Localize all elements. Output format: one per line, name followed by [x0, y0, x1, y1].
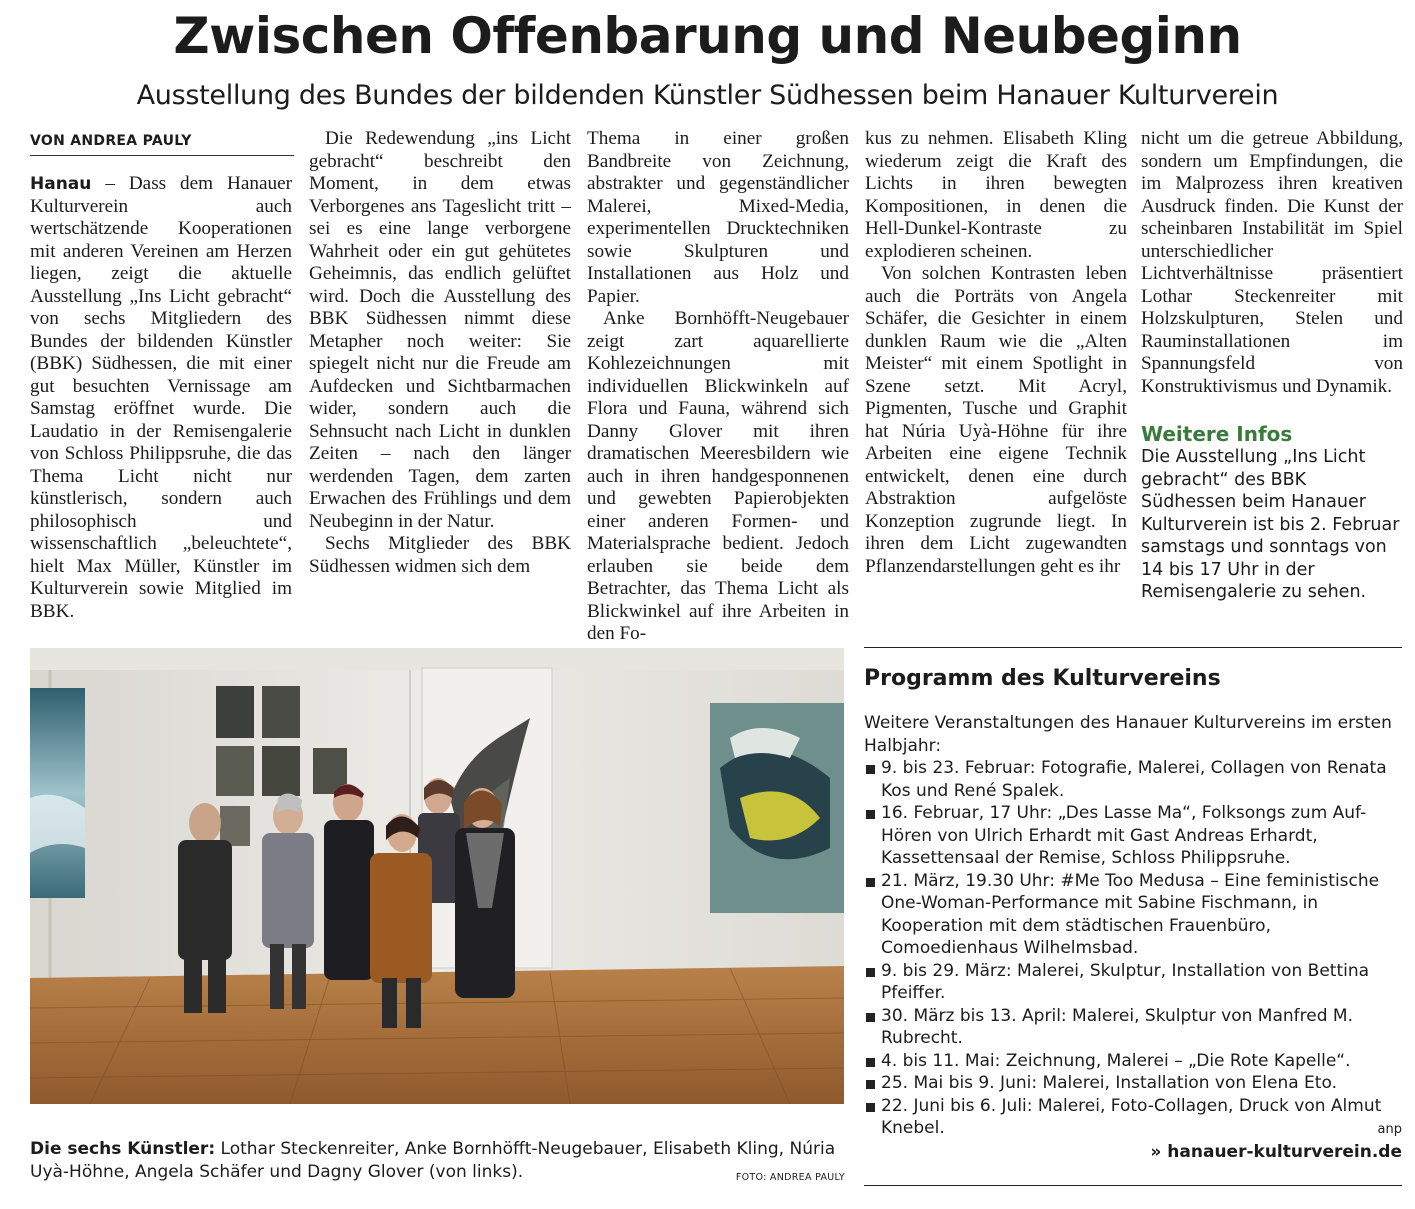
agency-tag: anp [1377, 1122, 1402, 1137]
caption-text: Lothar Steckenreiter, Anke Bornhöfft-Neugebauer, Elisabeth Kling, Núria Uyà-Höhne, Angela Schäfer und Dagny Glover (von links). [30, 1139, 836, 1182]
program-list [864, 757, 1402, 1140]
list-item: 4. bis 11. Mai: Zeichnung, Malerei – „Die Rote Kapelle“. [864, 1050, 1402, 1073]
paragraph: Von solchen Kontrasten leben auch die Porträts von Angela Schäfer, die Gesichter in einem dunklen Raum wie die „Alten Meister“ mit einem Spotlight in Szene setzt. Mit Acryl, Pigmenten, Tusche und Graphit hat Núria Uyà-Höhne für ihre Arbeiten eine eigene Technik entwickelt, denen eine durch Abstraktion aufgelöste Konzeption zugrunde liegt. In ihren dem Licht zugewandten Pflanzendarstellungen geht es ihr [865, 263, 1127, 577]
article-column-3 [587, 128, 849, 646]
photo-credit: FOTO: ANDREA PAULY [735, 1172, 845, 1183]
caption-label: Die sechs Künstler: [30, 1139, 216, 1159]
dateline-place: Hanau [30, 174, 92, 194]
list-item: 9. bis 23. Februar: Fotografie, Malerei, Collagen von Renata Kos und René Spalek. [864, 757, 1402, 802]
list-item: 16. Februar, 17 Uhr: „Des Lasse Ma“, Folksongs zum Auf-Hören von Ulrich Erhardt mit Gast Andreas Erhardt, Kassettensaal der Remise, Schloss Philippsruhe. [864, 802, 1402, 870]
info-text: Die Ausstellung „Ins Licht gebracht“ des BBK Südhessen beim Hanauer Kulturverein ist bis 2. Februar samstags und sonntags von 14 bis 17 Uhr in der Remisengalerie zu sehen. [1141, 447, 1400, 602]
article-column-2 [309, 128, 571, 578]
program-intro: Weitere Veranstaltungen des Hanauer Kulturvereins im ersten Halbjahr: [864, 713, 1392, 756]
headline: Zwischen Offenbarung und Neubeginn [173, 7, 1242, 65]
article-column-4 [865, 128, 1127, 578]
group-photo [30, 648, 844, 1104]
website-link[interactable]: » hanauer-kulturverein.de [1150, 1142, 1402, 1162]
paragraph: Die Redewendung „ins Licht gebracht“ beschreibt den Moment, in dem etwas Verborgenes ans Tageslicht tritt – sei es eine lange verborgene Wahrheit oder ein gut gehütetes Geheimnis, das endlich gelüftet wird. Doch die Ausstellung des BBK Südhessen nimmt diese Metapher noch weiter: Sie spiegelt nicht nur die Freude am Aufdecken und Sichtbarmachen wider, sondern auch die Sehnsucht nach Licht in dunklen Zeiten – nach den länger werdenden Tagen, dem zarten Erwachen des Frühlings und dem Neubeginn in der Natur. [309, 128, 571, 532]
paragraph: kus zu nehmen. Elisabeth Kling wiederum zeigt die Kraft des Lichts in ihren bewegten Kompositionen, in denen die Hell-Dunkel-Kontraste zu explodieren scheinen. [865, 128, 1127, 262]
info-title: Weitere Infos [1141, 422, 1293, 446]
byline: VON ANDREA PAULY [30, 131, 294, 156]
article-column-1 [30, 173, 292, 623]
list-item: 30. März bis 13. April: Malerei, Skulptur von Manfred M. Rubrecht. [864, 1005, 1402, 1050]
list-item: 9. bis 29. März: Malerei, Skulptur, Installation von Bettina Pfeiffer. [864, 960, 1402, 1005]
photo-illustration [30, 648, 844, 1104]
program-title: Programm des Kulturvereins [864, 666, 1221, 691]
article-column-5 [1141, 128, 1403, 604]
list-item: 22. Juni bis 6. Juli: Malerei, Foto-Collagen, Druck von Almut Knebel. [864, 1095, 1402, 1140]
box-rule-bottom [864, 1185, 1402, 1186]
paragraph: Sechs Mitglieder des BBK Südhessen widmen sich dem [309, 533, 571, 577]
list-item: 25. Mai bis 9. Juni: Malerei, Installation von Elena Eto. [864, 1072, 1402, 1095]
paragraph: Anke Bornhöfft-Neugebauer zeigt zart aquarellierte Kohlezeichnungen mit individuellen Blickwinkeln auf Flora und Fauna, während sich Danny Glover mit ihren dramatischen Meeresbildern wie auch in ihren handgesponnenen und gewebten Papierobjekten einer anderen Formen- und Materialsprache bedient. Jedoch erlauben sie beide dem Betrachter, das Thema Licht als Blickwinkel auf ihre Arbeiten in den Fo- [587, 308, 849, 644]
sea-painting [30, 688, 85, 898]
paragraph: Thema in einer großen Bandbreite von Zeichnung, abstrakter und gegenständlicher Malerei, Mixed-Media, experimentellen Drucktechniken sowie Skulpturen und Installationen aus Holz und Papier. [587, 128, 849, 307]
paragraph: nicht um die getreue Abbildung, sondern um Empfindungen, die im Malprozess ihren kreativen Ausdruck finden. Die Kunst der scheinbaren Instabilität im Spiel unterschiedlicher Lichtverhältnisse präsentiert Lothar Steckenreiter mit Holzskulpturen, Stelen und Rauminstallationen im Spannungsfeld von Konstruktivismus und Dynamik. [1141, 128, 1403, 397]
article-col1-text: – Dass dem Hanauer Kulturverein auch wertschätzende Kooperationen mit anderen Vereinen am Herzen liegen, zeigt die aktuelle Ausstellung „Ins Licht gebracht“ von sechs Mitgliedern des Bundes der bildenden Künstler (BBK) Südhessen, die mit einer gut besuchten Vernissage am Samstag eröffnet wurde. Die Laudatio in der Remisengalerie von Schloss Philippsruhe, die das Thema Licht nicht nur künstlerisch, sondern auch philosophisch und wissenschaftlich „beleuchtete“, hielt Max Müller, Künstler im Kulturverein sowie Mitglied im BBK. [30, 173, 292, 622]
box-rule-top [864, 647, 1402, 648]
subheadline: Ausstellung des Bundes der bildenden Künstler Südhessen beim Hanauer Kulturverein [136, 80, 1279, 111]
list-item: 21. März, 19.30 Uhr: #Me Too Medusa – Eine feministische One-Woman-Performance mit Sabine Fischmann, in Kooperation mit dem städtischen Frauenbüro, Comoedienhaus Wilhelmsbad. [864, 870, 1402, 960]
drawing-1 [216, 686, 254, 738]
